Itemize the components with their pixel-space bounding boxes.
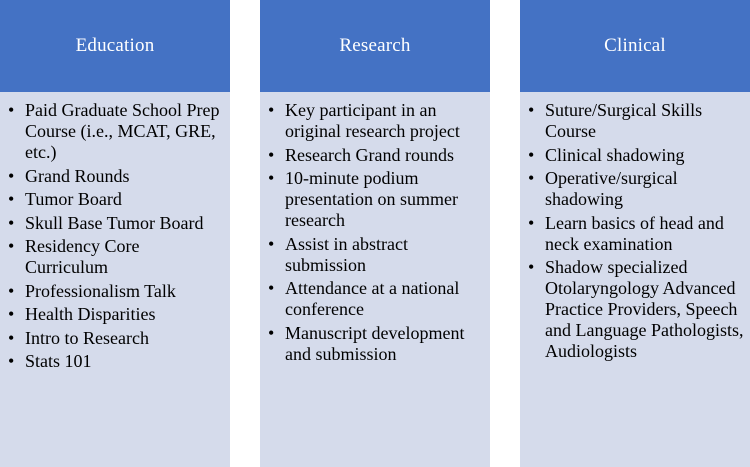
- clinical-list-panel: [520, 92, 750, 467]
- list-item: • Professionalism Talk: [4, 281, 224, 302]
- education-list: [4, 100, 224, 372]
- clinical-header: [520, 0, 750, 92]
- clinical-title: Clinical: [604, 35, 666, 56]
- research-header: [260, 0, 490, 92]
- list-item: • Suture/Surgical Skills Course: [524, 100, 744, 142]
- list-item: • Operative/surgical shadowing: [524, 168, 744, 210]
- list-item: • Grand Rounds: [4, 166, 224, 187]
- list-item: • Assist in abstract submission: [264, 234, 484, 276]
- list-item: • Key participant in an original research project: [264, 100, 484, 142]
- list-item: • Paid Graduate School Prep Course (i.e., MCAT, GRE, etc.): [4, 100, 224, 163]
- list-item: • Learn basics of head and neck examination: [524, 213, 744, 255]
- list-item: • Stats 101: [4, 351, 224, 372]
- education-title: Education: [75, 35, 155, 56]
- education-column: [0, 0, 230, 467]
- research-column: [260, 0, 490, 467]
- list-item: • Skull Base Tumor Board: [4, 213, 224, 234]
- clinical-list: [524, 100, 744, 362]
- list-item: • Residency Core Curriculum: [4, 236, 224, 278]
- list-item: • Health Disparities: [4, 304, 224, 325]
- list-item: • Manuscript development and submission: [264, 323, 484, 365]
- education-list-panel: [0, 92, 230, 467]
- list-item: • Tumor Board: [4, 189, 224, 210]
- research-title: Research: [339, 35, 411, 56]
- education-header: [0, 0, 230, 92]
- clinical-column: [520, 0, 750, 467]
- research-list-panel: [260, 92, 490, 467]
- research-list: [264, 100, 484, 365]
- list-item: • Clinical shadowing: [524, 145, 744, 166]
- list-item: • 10-minute podium presentation on summer research: [264, 168, 484, 231]
- list-item: • Research Grand rounds: [264, 145, 484, 166]
- list-item: • Intro to Research: [4, 328, 224, 349]
- list-item: • Attendance at a national conference: [264, 278, 484, 320]
- list-item: • Shadow specialized Otolaryngology Advanced Practice Providers, Speech and Language Pathologists, Audiologists: [524, 257, 744, 362]
